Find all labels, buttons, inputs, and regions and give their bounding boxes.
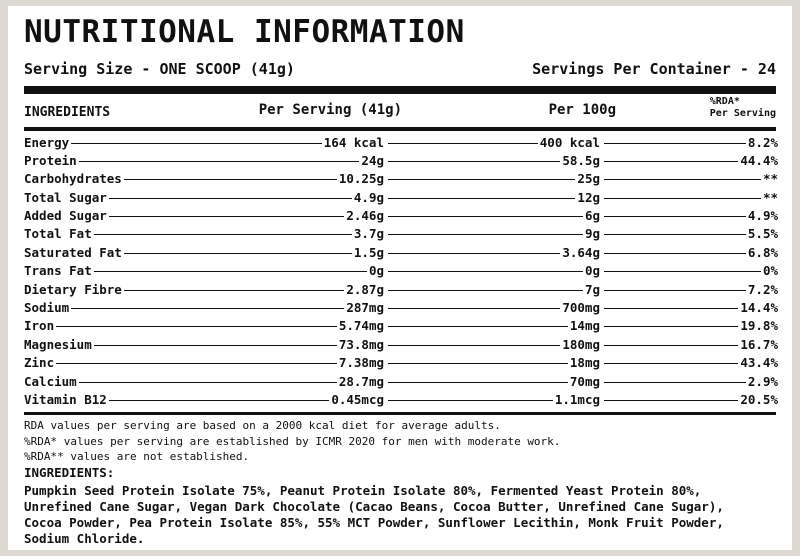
per-100g-value: 400 kcal (539, 134, 600, 150)
nutrient-name: Energy (24, 134, 70, 150)
nutrient-name: Trans Fat (24, 263, 92, 279)
rda-value: 20.5% (740, 391, 778, 407)
leader-line (94, 271, 367, 272)
per-serving-value: 287mg (346, 300, 384, 316)
rda-value: 16.7% (740, 336, 778, 352)
leader-line (388, 179, 575, 180)
per-serving-value: 2.46g (346, 208, 384, 224)
leader-line (604, 308, 738, 309)
per-serving-value: 24g (361, 152, 384, 168)
per-100g-value: 6g (584, 208, 600, 224)
table-header (24, 96, 776, 126)
leader-line (604, 198, 761, 199)
table-row (24, 354, 776, 372)
per-100g-value: 58.5g (562, 152, 600, 168)
per-100g-value: 1.1mcg (554, 391, 600, 407)
leader-line (604, 179, 761, 180)
leader-line (71, 308, 344, 309)
rda-value: 43.4% (740, 355, 778, 371)
header-rda (710, 96, 776, 120)
leader-line (109, 216, 345, 217)
serving-size: Serving Size - ONE SCOOP (41g) (24, 60, 295, 78)
nutrient-name: Iron (24, 318, 55, 334)
leader-line (124, 290, 345, 291)
rda-value: 5.5% (747, 226, 778, 242)
table-row (24, 243, 776, 261)
rda-value: ** (762, 171, 778, 187)
header-rda-line1: %RDA* (709, 96, 740, 107)
leader-line (388, 308, 560, 309)
leader-line (388, 382, 568, 383)
footnote: %RDA** values are not established. (24, 450, 250, 463)
leader-line (604, 326, 738, 327)
nutrient-name: Total Sugar (24, 189, 107, 205)
leader-line (388, 271, 583, 272)
leader-line (388, 216, 583, 217)
leader-line (94, 234, 352, 235)
table-row (24, 335, 776, 353)
leader-line (94, 345, 337, 346)
header-rda-line2: Per Serving (709, 108, 776, 119)
page-title: NUTRITIONAL INFORMATION (24, 14, 465, 50)
table-row (24, 207, 776, 225)
leader-line (388, 345, 560, 346)
nutrient-name: Magnesium (24, 336, 92, 352)
leader-line (79, 382, 337, 383)
leader-line (109, 400, 330, 401)
per-serving-value: 5.74mg (338, 318, 384, 334)
rda-value: 14.4% (740, 300, 778, 316)
per-100g-value: 70mg (569, 373, 600, 389)
serving-info (24, 60, 776, 82)
leader-line (604, 216, 746, 217)
table-row (24, 280, 776, 298)
nutrient-name: Vitamin B12 (24, 391, 107, 407)
per-100g-value: 14mg (569, 318, 600, 334)
nutrient-name: Dietary Fibre (24, 281, 122, 297)
rda-value: 6.8% (747, 244, 778, 260)
table-row (24, 188, 776, 206)
leader-line (604, 271, 761, 272)
header-divider (24, 127, 776, 131)
leader-line (388, 290, 583, 291)
leader-line (124, 253, 352, 254)
table-row (24, 225, 776, 243)
table-row (24, 372, 776, 390)
table-row (24, 390, 776, 408)
leader-line (56, 363, 337, 364)
table-row (24, 133, 776, 151)
leader-line (388, 143, 538, 144)
nutrient-name: Saturated Fat (24, 244, 122, 260)
nutrient-name: Calcium (24, 373, 77, 389)
leader-line (388, 400, 553, 401)
leader-line (71, 143, 322, 144)
servings-per-container: Servings Per Container - 24 (532, 60, 776, 78)
per-100g-value: 0g (584, 263, 600, 279)
footnotes (24, 418, 560, 465)
footnote: RDA values per serving are based on a 2000 kcal diet for average adults. (24, 419, 501, 432)
per-100g-value: 3.64g (562, 244, 600, 260)
nutrient-name: Protein (24, 152, 77, 168)
leader-line (388, 198, 575, 199)
per-serving-value: 2.87g (346, 281, 384, 297)
leader-line (388, 363, 568, 364)
per-serving-value: 164 kcal (323, 134, 384, 150)
per-serving-value: 7.38mg (338, 355, 384, 371)
per-100g-value: 7g (584, 281, 600, 297)
leader-line (388, 253, 560, 254)
header-per-serving: Per Serving (41g) (258, 102, 402, 118)
rda-value: 0% (762, 263, 778, 279)
rda-value: 4.9% (747, 208, 778, 224)
leader-line (124, 179, 337, 180)
table-row (24, 317, 776, 335)
table-row (24, 299, 776, 317)
leader-line (604, 161, 738, 162)
per-100g-value: 9g (584, 226, 600, 242)
table-row (24, 262, 776, 280)
per-serving-value: 1.5g (353, 244, 384, 260)
per-100g-value: 180mg (562, 336, 600, 352)
per-100g-value: 12g (577, 189, 600, 205)
leader-line (604, 382, 746, 383)
table-row (24, 170, 776, 188)
per-serving-value: 73.8mg (338, 336, 384, 352)
rda-value: 44.4% (740, 152, 778, 168)
leader-line (388, 326, 568, 327)
nutrient-name: Carbohydrates (24, 171, 122, 187)
leader-line (604, 363, 738, 364)
leader-line (79, 161, 360, 162)
table-bottom-divider (24, 412, 776, 415)
per-serving-value: 0.45mcg (331, 391, 384, 407)
nutrient-name: Zinc (24, 355, 55, 371)
header-ingredients: INGREDIENTS (24, 105, 111, 120)
per-serving-value: 3.7g (353, 226, 384, 242)
nutrient-name: Total Fat (24, 226, 92, 242)
ingredients-heading: INGREDIENTS: (24, 465, 115, 480)
leader-line (388, 161, 560, 162)
per-serving-value: 10.25g (338, 171, 384, 187)
leader-line (56, 326, 337, 327)
nutrient-table (24, 133, 776, 409)
leader-line (604, 290, 746, 291)
per-serving-value: 28.7mg (338, 373, 384, 389)
per-100g-value: 700mg (562, 300, 600, 316)
leader-line (109, 198, 352, 199)
per-100g-value: 18mg (569, 355, 600, 371)
leader-line (604, 253, 746, 254)
header-per-100g: Per 100g (548, 102, 616, 118)
footnote: %RDA* values per serving are established by ICMR 2020 for men with moderate work. (24, 434, 561, 448)
nutrient-name: Sodium (24, 300, 70, 316)
rda-value: ** (762, 189, 778, 205)
ingredients-list: Pumpkin Seed Protein Isolate 75%, Peanut Protein Isolate 80%, Fermented Yeast Protein 80%, Unrefined Cane Sugar, Vegan Dark Chocolate (Cacao Beans, Cocoa Butter, Unrefined Cane Sugar), Cocoa Powder, Pea Protein Isolate 85%, 55% MCT Powder, Sunflower Lecithin, Monk Fruit Powder, Sodium Chloride. (24, 483, 724, 546)
leader-line (604, 143, 746, 144)
rda-value: 19.8% (740, 318, 778, 334)
per-100g-value: 25g (577, 171, 600, 187)
leader-line (604, 400, 738, 401)
rda-value: 8.2% (747, 134, 778, 150)
leader-line (604, 234, 746, 235)
nutrient-name: Added Sugar (24, 208, 107, 224)
table-row (24, 151, 776, 169)
rda-value: 7.2% (747, 281, 778, 297)
leader-line (388, 234, 583, 235)
leader-line (604, 345, 738, 346)
per-serving-value: 0g (368, 263, 384, 279)
rda-value: 2.9% (747, 373, 778, 389)
thick-divider (24, 86, 776, 94)
per-serving-value: 4.9g (353, 189, 384, 205)
